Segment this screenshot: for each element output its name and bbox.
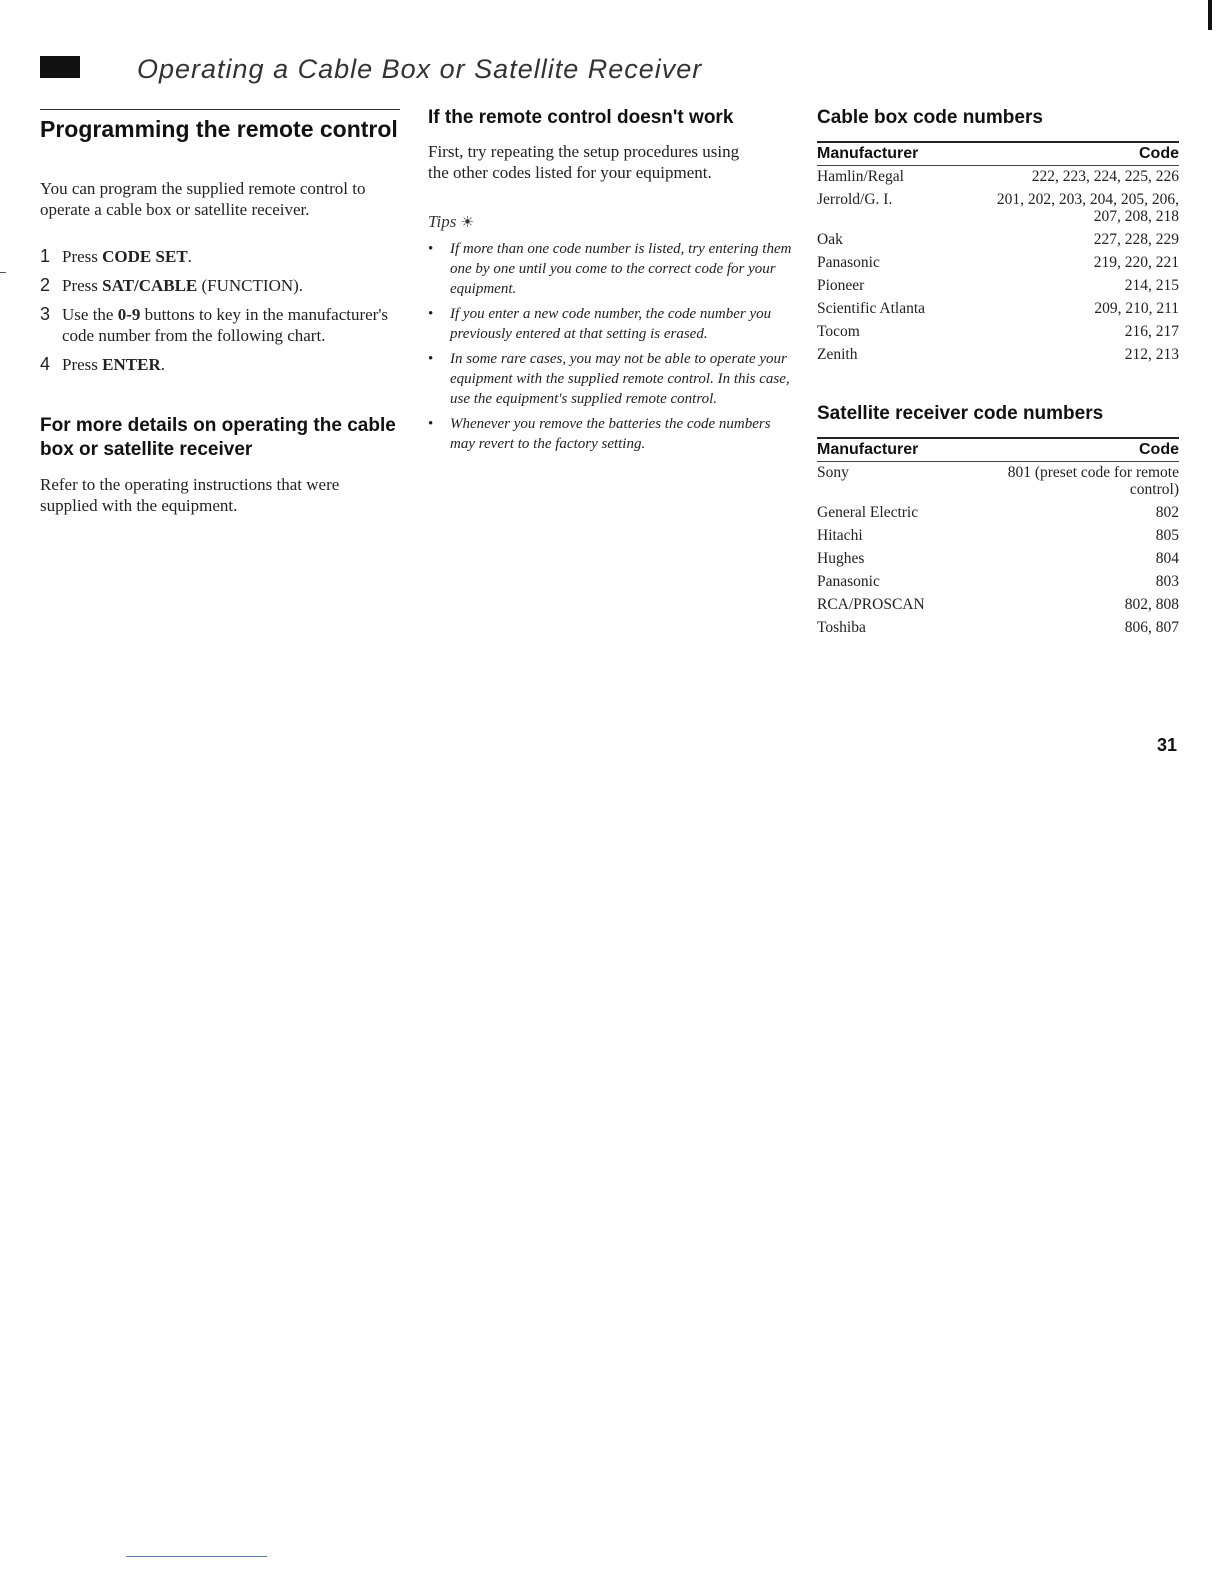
step-key-label: CODE SET: [102, 247, 188, 266]
bullet-icon: •: [428, 351, 434, 367]
step-text: .: [160, 355, 165, 374]
table-row: [817, 527, 1179, 544]
tip-text: In some rare cases, you may not be able to operate your equipment with the supplied remote control. In this case, use the equipment's supplied remote control.: [450, 351, 790, 407]
table-header-rule: [817, 461, 1179, 462]
margin-tick: [0, 272, 6, 273]
step-key-label: SAT/CABLE: [102, 276, 198, 295]
step-item: [40, 275, 400, 296]
table-row: [817, 504, 1179, 521]
manufacturer-cell: Hamlin/Regal: [817, 168, 904, 185]
step-number: 2: [40, 275, 51, 295]
manufacturer-cell: RCA/PROSCAN: [817, 596, 925, 613]
bullet-icon: •: [428, 416, 434, 432]
step-text: Press: [62, 247, 103, 266]
table-header-rule: [817, 165, 1179, 166]
code-cell: 806, 807: [1124, 619, 1179, 636]
lightbulb-icon: ☀: [460, 213, 475, 231]
code-cell: 801 (preset code for remote control): [1007, 464, 1179, 498]
column-top-rule: [40, 109, 400, 110]
programming-steps: [40, 246, 400, 383]
col-manufacturer: Manufacturer: [817, 145, 919, 162]
table-row: [817, 464, 1179, 498]
step-number: 1: [40, 246, 51, 266]
step-text: Press: [62, 355, 103, 374]
code-cell: 201, 202, 203, 204, 205, 206, 207, 208, 218: [996, 191, 1179, 225]
more-details-heading: For more details on operating the cable box or satellite receiver: [40, 415, 396, 460]
troubleshoot-heading: If the remote control doesn't work: [428, 107, 734, 128]
code-cell: 212, 213: [1124, 346, 1179, 363]
manufacturer-cell: Scientific Atlanta: [817, 300, 926, 317]
code-cell: 803: [1155, 573, 1179, 590]
step-item: [40, 304, 400, 346]
step-text: Press: [62, 276, 103, 295]
tip-text: If you enter a new code number, the code number you previously entered at that setting is erased.: [450, 306, 772, 342]
table-row: [817, 254, 1179, 271]
manufacturer-cell: Tocom: [817, 323, 860, 340]
step-key-label: ENTER: [102, 355, 161, 374]
bullet-icon: •: [428, 241, 434, 257]
table-header: [817, 439, 1179, 461]
table-row: [817, 596, 1179, 613]
tip-text: If more than one code number is listed, try entering them one by one until you come to the correct code for your equipment.: [450, 241, 792, 297]
tip-item: [428, 414, 792, 454]
table-row: [817, 573, 1179, 590]
programming-heading: Programming the remote control: [40, 116, 398, 142]
satellite-codes-table: [817, 437, 1179, 642]
programming-intro: You can program the supplied remote control to operate a cable box or satellite receiver.: [40, 179, 366, 219]
step-number: 3: [40, 304, 51, 324]
cable-codes-heading: Cable box code numbers: [817, 107, 1043, 128]
code-cell: 214, 215: [1124, 277, 1179, 294]
page-header-title: Operating a Cable Box or Satellite Receiver: [137, 54, 703, 84]
col-code: Code: [1139, 441, 1179, 458]
step-text: (FUNCTION).: [197, 276, 304, 295]
code-cell: 219, 220, 221: [1093, 254, 1179, 271]
table-row: [817, 550, 1179, 567]
table-row: [817, 168, 1179, 185]
step-text: Use the: [62, 305, 118, 324]
manufacturer-cell: Zenith: [817, 346, 858, 363]
manufacturer-cell: Oak: [817, 231, 843, 248]
manufacturer-cell: General Electric: [817, 504, 919, 521]
step-item: [40, 246, 400, 267]
manufacturer-cell: Jerrold/G. I.: [817, 191, 893, 208]
page-number: 31: [1157, 735, 1178, 755]
table-row: [817, 231, 1179, 248]
tips-label-text: Tips: [428, 212, 457, 231]
edge-mark: [1208, 0, 1212, 30]
cable-rows: [817, 168, 1179, 363]
code-cell: 209, 210, 211: [1094, 300, 1179, 317]
step-text: .: [187, 247, 192, 266]
code-cell: 802: [1155, 504, 1179, 521]
tip-item: [428, 349, 792, 409]
manufacturer-cell: Pioneer: [817, 277, 865, 294]
table-row: [817, 346, 1179, 363]
code-cell: 805: [1155, 527, 1179, 544]
manufacturer-cell: Toshiba: [817, 619, 866, 636]
step-number: 4: [40, 354, 51, 374]
tips-label: [428, 212, 474, 232]
manufacturer-cell: Panasonic: [817, 254, 880, 271]
satellite-rows: [817, 464, 1179, 636]
tip-text: Whenever you remove the batteries the code numbers may revert to the factory setting.: [450, 416, 771, 452]
step-text: buttons to key in the manufacturer's code number from the following chart.: [62, 305, 389, 345]
footer-rule: [126, 1556, 267, 1557]
table-row: [817, 300, 1179, 317]
table-header: [817, 143, 1179, 165]
bullet-icon: •: [428, 306, 434, 322]
satellite-codes-heading: Satellite receiver code numbers: [817, 403, 1104, 424]
step-item: [40, 354, 400, 375]
manufacturer-cell: Sony: [817, 464, 849, 481]
table-row: [817, 191, 1179, 225]
table-row: [817, 277, 1179, 294]
section-marker-block: [40, 56, 80, 78]
code-cell: 222, 223, 224, 225, 226: [1031, 168, 1179, 185]
code-cell: 804: [1155, 550, 1179, 567]
code-cell: 802, 808: [1124, 596, 1179, 613]
manufacturer-cell: Panasonic: [817, 573, 880, 590]
tips-list: [428, 239, 792, 459]
tip-item: [428, 239, 792, 299]
table-row: [817, 323, 1179, 340]
col-code: Code: [1139, 145, 1179, 162]
manufacturer-cell: Hitachi: [817, 527, 863, 544]
code-cell: 216, 217: [1124, 323, 1179, 340]
col-manufacturer: Manufacturer: [817, 441, 919, 458]
cable-codes-table: [817, 141, 1179, 369]
troubleshoot-body: First, try repeating the setup procedures using the other codes listed for your equipment.: [428, 142, 740, 182]
tip-item: [428, 304, 792, 344]
table-row: [817, 619, 1179, 636]
step-key-label: 0-9: [117, 305, 141, 324]
code-cell: 227, 228, 229: [1093, 231, 1179, 248]
manufacturer-cell: Hughes: [817, 550, 865, 567]
more-details-body: Refer to the operating instructions that were supplied with the equipment.: [40, 475, 340, 515]
